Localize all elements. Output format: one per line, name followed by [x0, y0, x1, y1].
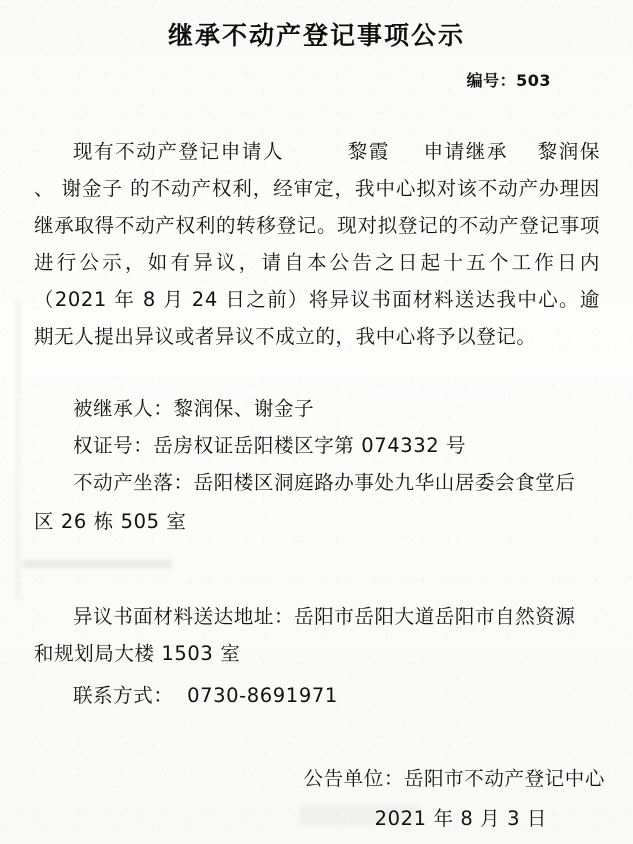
- field-objection-address-value: 岳阳市岳阳大道岳阳市自然资源: [294, 605, 576, 628]
- field-contact-label: 联系方式：: [73, 684, 174, 707]
- field-objection-address-label: 异议书面材料送达地址：: [73, 605, 295, 628]
- field-contact: [34, 679, 600, 713]
- scan-artifact: [22, 560, 172, 568]
- signoff-issuer-label: 公告单位：: [303, 767, 404, 790]
- decedent-name-2: 谢金子: [61, 177, 123, 200]
- serial-label: 编号：: [466, 71, 517, 90]
- field-certificate-number: [34, 429, 600, 463]
- field-inherited-from-value: 黎润保、谢金子: [173, 397, 315, 420]
- field-property-location-continued: 区 26 栋 505 室: [34, 510, 187, 533]
- field-inherited-from: [34, 392, 600, 426]
- signoff-issuer-value: 岳阳市不动产登记中心: [403, 767, 605, 790]
- decedent-separator: 、: [34, 177, 55, 200]
- decedent-name-1: 黎润保: [537, 140, 600, 163]
- page-title: 继承不动产登记事项公示: [167, 21, 465, 50]
- field-property-location-value: 岳阳楼区洞庭路办事处九华山居委会食堂后: [193, 471, 576, 494]
- field-inherited-from-label: 被继承人：: [73, 397, 174, 420]
- field-objection-address: [34, 600, 600, 634]
- field-contact-value: 0730-8691971: [187, 684, 338, 707]
- field-certificate-number-label: 权证号：: [73, 434, 154, 457]
- applicant-name: 黎霞: [347, 140, 390, 163]
- signoff-date: 2021 年 8 月 3 日: [374, 807, 547, 830]
- paragraph-part-1: 现有不动产登记申请人: [73, 140, 285, 163]
- main-paragraph: [34, 133, 600, 355]
- serial-value: 503: [516, 71, 551, 90]
- field-certificate-number-value: 岳房权证岳阳楼区字第 074332 号: [153, 434, 467, 457]
- signoff-issuer: [0, 763, 633, 791]
- paragraph-part-3: 的不动产权利，经审定，我中心拟对该不动产办理因继承取得不动产权利的转移登记。现对拟登记的不动产登记事项进行公示，如有异议，请自本公告之日起十五个工作日内（2021 年 8 月 24 日之前）将异议书面材料送达我中心。逾期无人提出异议或者异议不成立的，我中心将予以登记。: [34, 177, 600, 348]
- serial-number-line: [467, 68, 551, 91]
- paragraph-part-2: 申请继承: [423, 140, 508, 163]
- field-objection-address-continued: 和规划局大楼 1503 室: [34, 642, 241, 665]
- scan-artifact: [16, 300, 20, 600]
- field-property-location: [34, 466, 600, 500]
- field-property-location-label: 不动产坐落：: [73, 471, 194, 494]
